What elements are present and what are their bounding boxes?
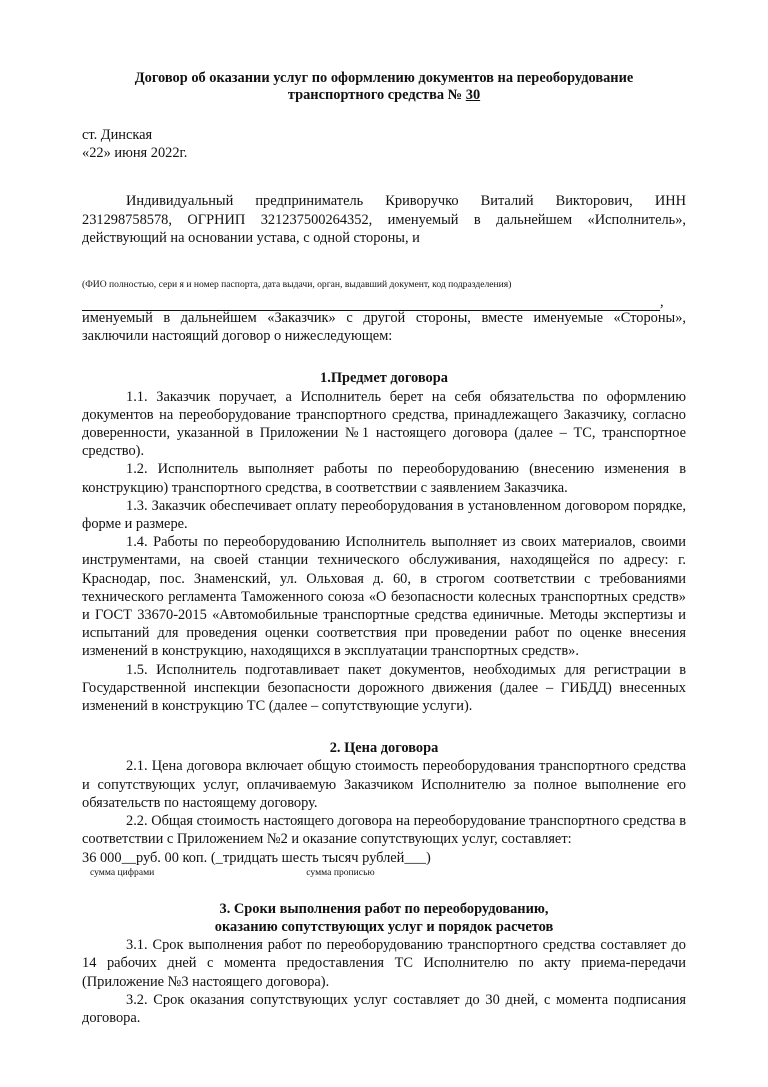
clause-2-2: 2.2. Общая стоимость настоящего договора на переоборудование транспортного средства в соответствии с Приложением №2 и оказание сопутствующих услуг, составляет: [82, 813, 686, 848]
section-2-heading: 2. Цена договора [329, 740, 439, 757]
document-title [82, 70, 686, 104]
amount-labels [82, 867, 686, 878]
fio-note: (ФИО полностью, сери я и номер паспорта, дата выдачи, орган, выдавший документ, код подразделения) [82, 279, 512, 291]
contract-amount: 36 000__руб. 00 коп. (_тридцать шесть тысяч рублей___) [82, 849, 431, 866]
clause-1-5: 1.5. Исполнитель подготавливает пакет документов, необходимых для регистрации в Государственной инспекции безопасности дорожного движения (далее – ГИБДД) внесенных изменений в конструкцию ТС (далее – сопутствующие услуги). [82, 661, 686, 715]
place: ст. Динская [82, 127, 153, 143]
customer-paragraph: именуемый в дальнейшем «Заказчик» с другой стороны, вместе именуемые «Стороны», заключили настоящий договор о нижеследующем: [82, 310, 686, 345]
contract-number: 30 [465, 87, 481, 103]
label-words: сумма прописью [306, 866, 375, 878]
title-line-2 [82, 87, 686, 104]
clause-1-3: 1.3. Заказчик обеспечивает оплату переоборудования в установленном договором порядке, форме и размере. [82, 497, 686, 533]
document-page [82, 70, 686, 1027]
clause-1-4: 1.4. Работы по переоборудованию Исполнитель выполняет из своих материалов, своими инструментами, на своей станции технического обслуживания, находящейся по адресу: г. Краснодар, пос. Знаменский, ул. Ольховая д. 60, в строгом соответствии с требованиями технического регламента Таможенного союза «О безопасности колесных транспортных средств» и ГОСТ 33670-2015 «Автомобильные транспортные средства единичные. Методы экспертизы и испытаний для проведения оценки соответствия при проведении работ по оценке внесения изменений в конструкцию, находящихся в эксплуатации транспортных средств». [82, 534, 686, 660]
contract-date: «22» июня 2022г. [82, 145, 188, 162]
clause-1-1: 1.1. Заказчик поручает, а Исполнитель берет на себя обязательства по оформлению документов на переоборудование транспортного средства, принадлежащего Заказчику, согласно доверенности, указанной в Приложении №1 настоящего договора (далее – ТС, транспортное средство). [82, 388, 686, 460]
section-3-heading-1: 3. Сроки выполнения работ по переоборудованию, [219, 900, 549, 917]
clause-3-2: 3.2. Срок оказания сопутствующих услуг составляет до 30 дней, с момента подписания договора. [82, 991, 686, 1026]
title-line-1: Договор об оказании услуг по оформлению документов на переоборудование [134, 70, 634, 86]
section-3-heading-2: оказанию сопутствующих услуг и порядок расчетов [214, 918, 554, 935]
section-1-heading: 1.Предмет договора [320, 370, 448, 387]
clause-3-1: 3.1. Срок выполнения работ по переоборудованию транспортного средства составляет до 14 рабочих дней с момента предоставления ТС Исполнителю по акту приема-передачи (Приложение №3 настоящего договора). [82, 937, 686, 990]
clause-2-1: 2.1. Цена договора включает общую стоимость переоборудования транспортного средства и сопутствующих услуг, оплачиваемую Заказчиком Исполнителю за полное выполнение его обязательств по настоящему договору. [82, 758, 686, 811]
title-line-2-text: транспортного средства № [287, 87, 466, 103]
fio-fill-line [82, 293, 686, 309]
intro-paragraph: Индивидуальный предприниматель Криворучко Виталий Викторович, ИНН 231298758578, ОГРНИП 321237500264352, именуемый в дальнейшем «Исполнитель», действующий на основании устава, с одной стороны, и [82, 193, 686, 246]
clause-1-2: 1.2. Исполнитель выполняет работы по переоборудованию (внесению изменения в конструкцию) транспортного средства, в соответствии с заявлением Заказчика. [82, 461, 686, 496]
fio-line-end: , [660, 294, 664, 311]
label-digits: сумма цифрами [90, 866, 155, 878]
